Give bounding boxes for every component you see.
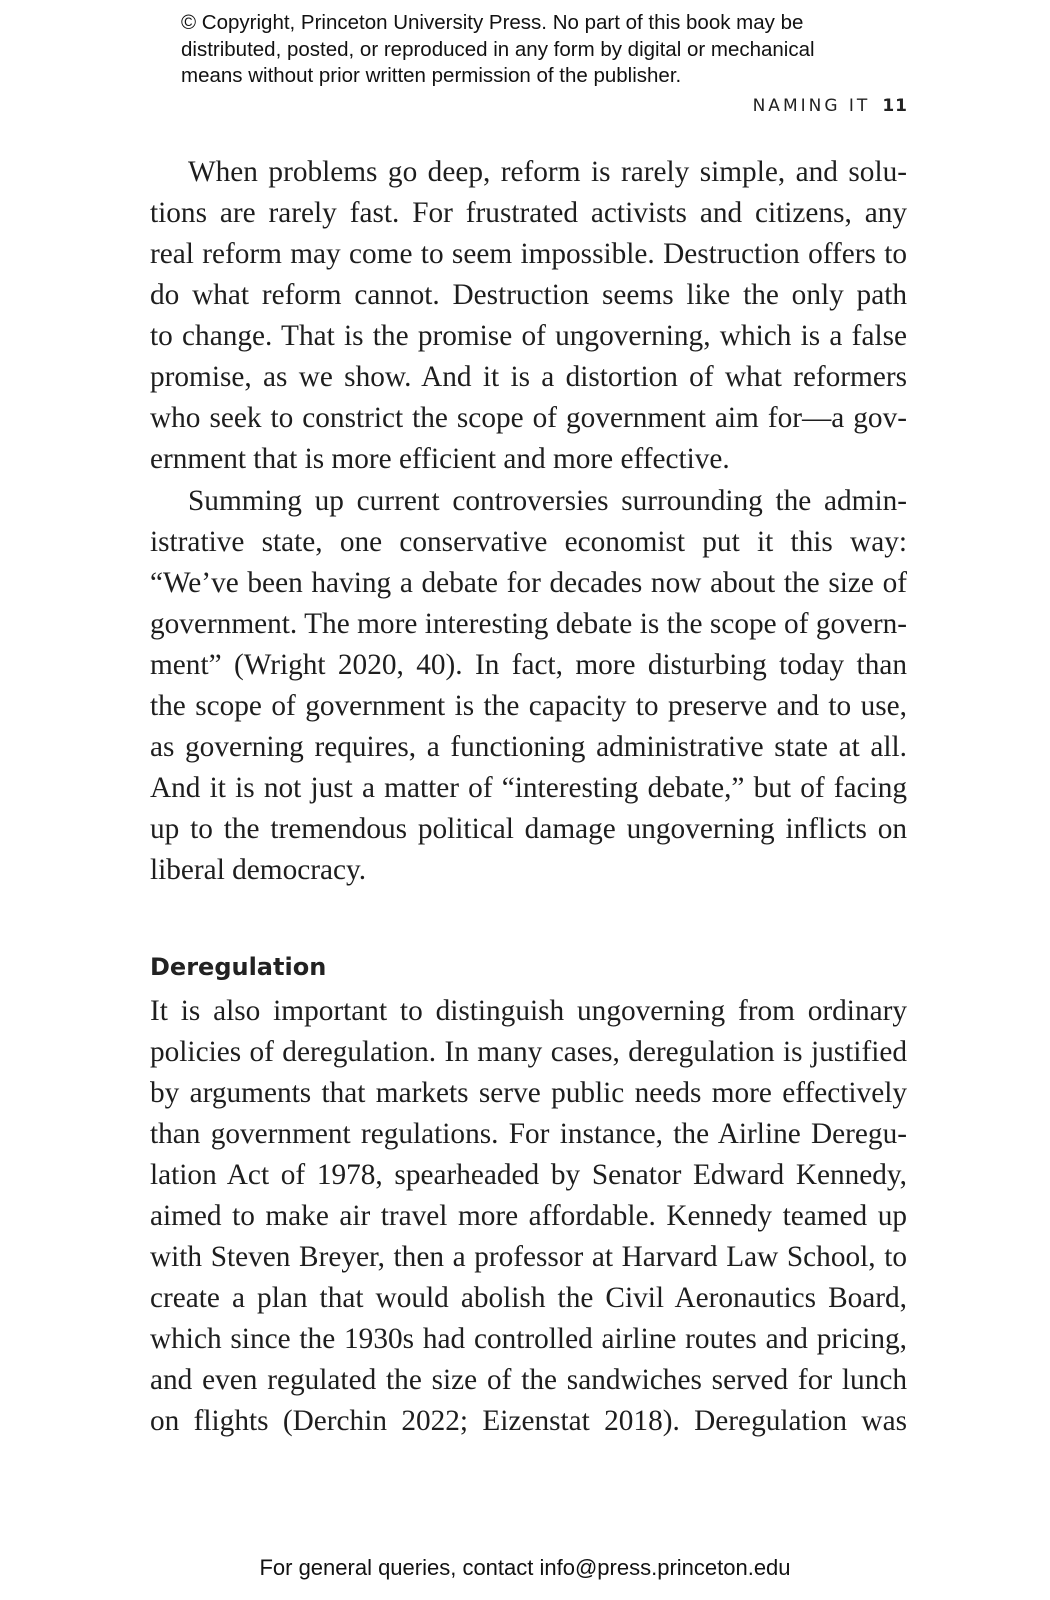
text-line: than government regulations. For instance, the Airline Deregu- xyxy=(150,1118,907,1150)
copyright-notice xyxy=(181,10,901,90)
text-line: policies of deregulation. In many cases, deregulation is justified xyxy=(150,1036,907,1068)
section-heading: Deregulation xyxy=(150,953,327,981)
text-line: Summing up current controversies surrounding the admin- xyxy=(188,485,907,517)
page-number: 11 xyxy=(882,96,908,116)
text-line: aimed to make air travel more affordable. Kennedy teamed up xyxy=(150,1200,907,1232)
text-line: and even regulated the size of the sandwiches served for lunch xyxy=(150,1364,907,1396)
text-line: And it is not just a matter of “interesting debate,” but of facing xyxy=(150,772,907,804)
body-paragraph xyxy=(150,481,907,891)
running-head xyxy=(753,96,908,116)
body-paragraph xyxy=(150,152,907,480)
text-line: create a plan that would abolish the Civil Aeronautics Board, xyxy=(150,1282,907,1314)
text-line: tions are rarely fast. For frustrated activists and citizens, any xyxy=(150,197,907,229)
text-line: on flights (Derchin 2022; Eizenstat 2018). Deregulation was xyxy=(150,1405,907,1437)
text-line: When problems go deep, reform is rarely simple, and solu- xyxy=(188,156,907,188)
text-line: It is also important to distinguish ungoverning from ordinary xyxy=(150,995,907,1027)
copyright-line: distributed, posted, or reproduced in any form by digital or mechanical xyxy=(181,37,815,61)
body-paragraph xyxy=(150,991,907,1442)
text-line: ernment that is more efficient and more effective. xyxy=(150,443,730,475)
text-line: liberal democracy. xyxy=(150,854,367,886)
copyright-line: means without prior written permission of the publisher. xyxy=(181,64,682,87)
text-line: do what reform cannot. Destruction seems like the only path xyxy=(150,279,907,311)
text-line: as governing requires, a functioning administrative state at all. xyxy=(150,731,907,763)
text-line: who seek to constrict the scope of government aim for—a gov- xyxy=(150,402,907,434)
text-line: ment” (Wright 2020, 40). In fact, more disturbing today than xyxy=(150,649,907,681)
text-line: with Steven Breyer, then a professor at Harvard Law School, to xyxy=(150,1241,907,1273)
text-line: “We’ve been having a debate for decades now about the size of xyxy=(150,567,907,599)
text-line: the scope of government is the capacity to preserve and to use, xyxy=(150,690,907,722)
text-line: promise, as we show. And it is a distortion of what reformers xyxy=(150,361,907,393)
running-head-title: NAMING IT xyxy=(752,96,871,116)
text-line: which since the 1930s had controlled airline routes and pricing, xyxy=(150,1323,907,1355)
text-line: by arguments that markets serve public needs more effectively xyxy=(150,1077,907,1109)
text-line: up to the tremendous political damage ungoverning inflicts on xyxy=(150,813,907,845)
text-line: lation Act of 1978, spearheaded by Senator Edward Kennedy, xyxy=(150,1159,907,1191)
text-line: real reform may come to seem impossible. Destruction offers to xyxy=(150,238,907,270)
footer-contact: For general queries, contact info@press.princeton.edu xyxy=(259,1555,791,1580)
text-line: istrative state, one conservative economist put it this way: xyxy=(150,526,907,558)
text-line: government. The more interesting debate is the scope of govern- xyxy=(150,608,907,640)
copyright-line: © Copyright, Princeton University Press. No part of this book may be xyxy=(181,11,804,34)
text-line: to change. That is the promise of ungoverning, which is a false xyxy=(150,320,907,352)
